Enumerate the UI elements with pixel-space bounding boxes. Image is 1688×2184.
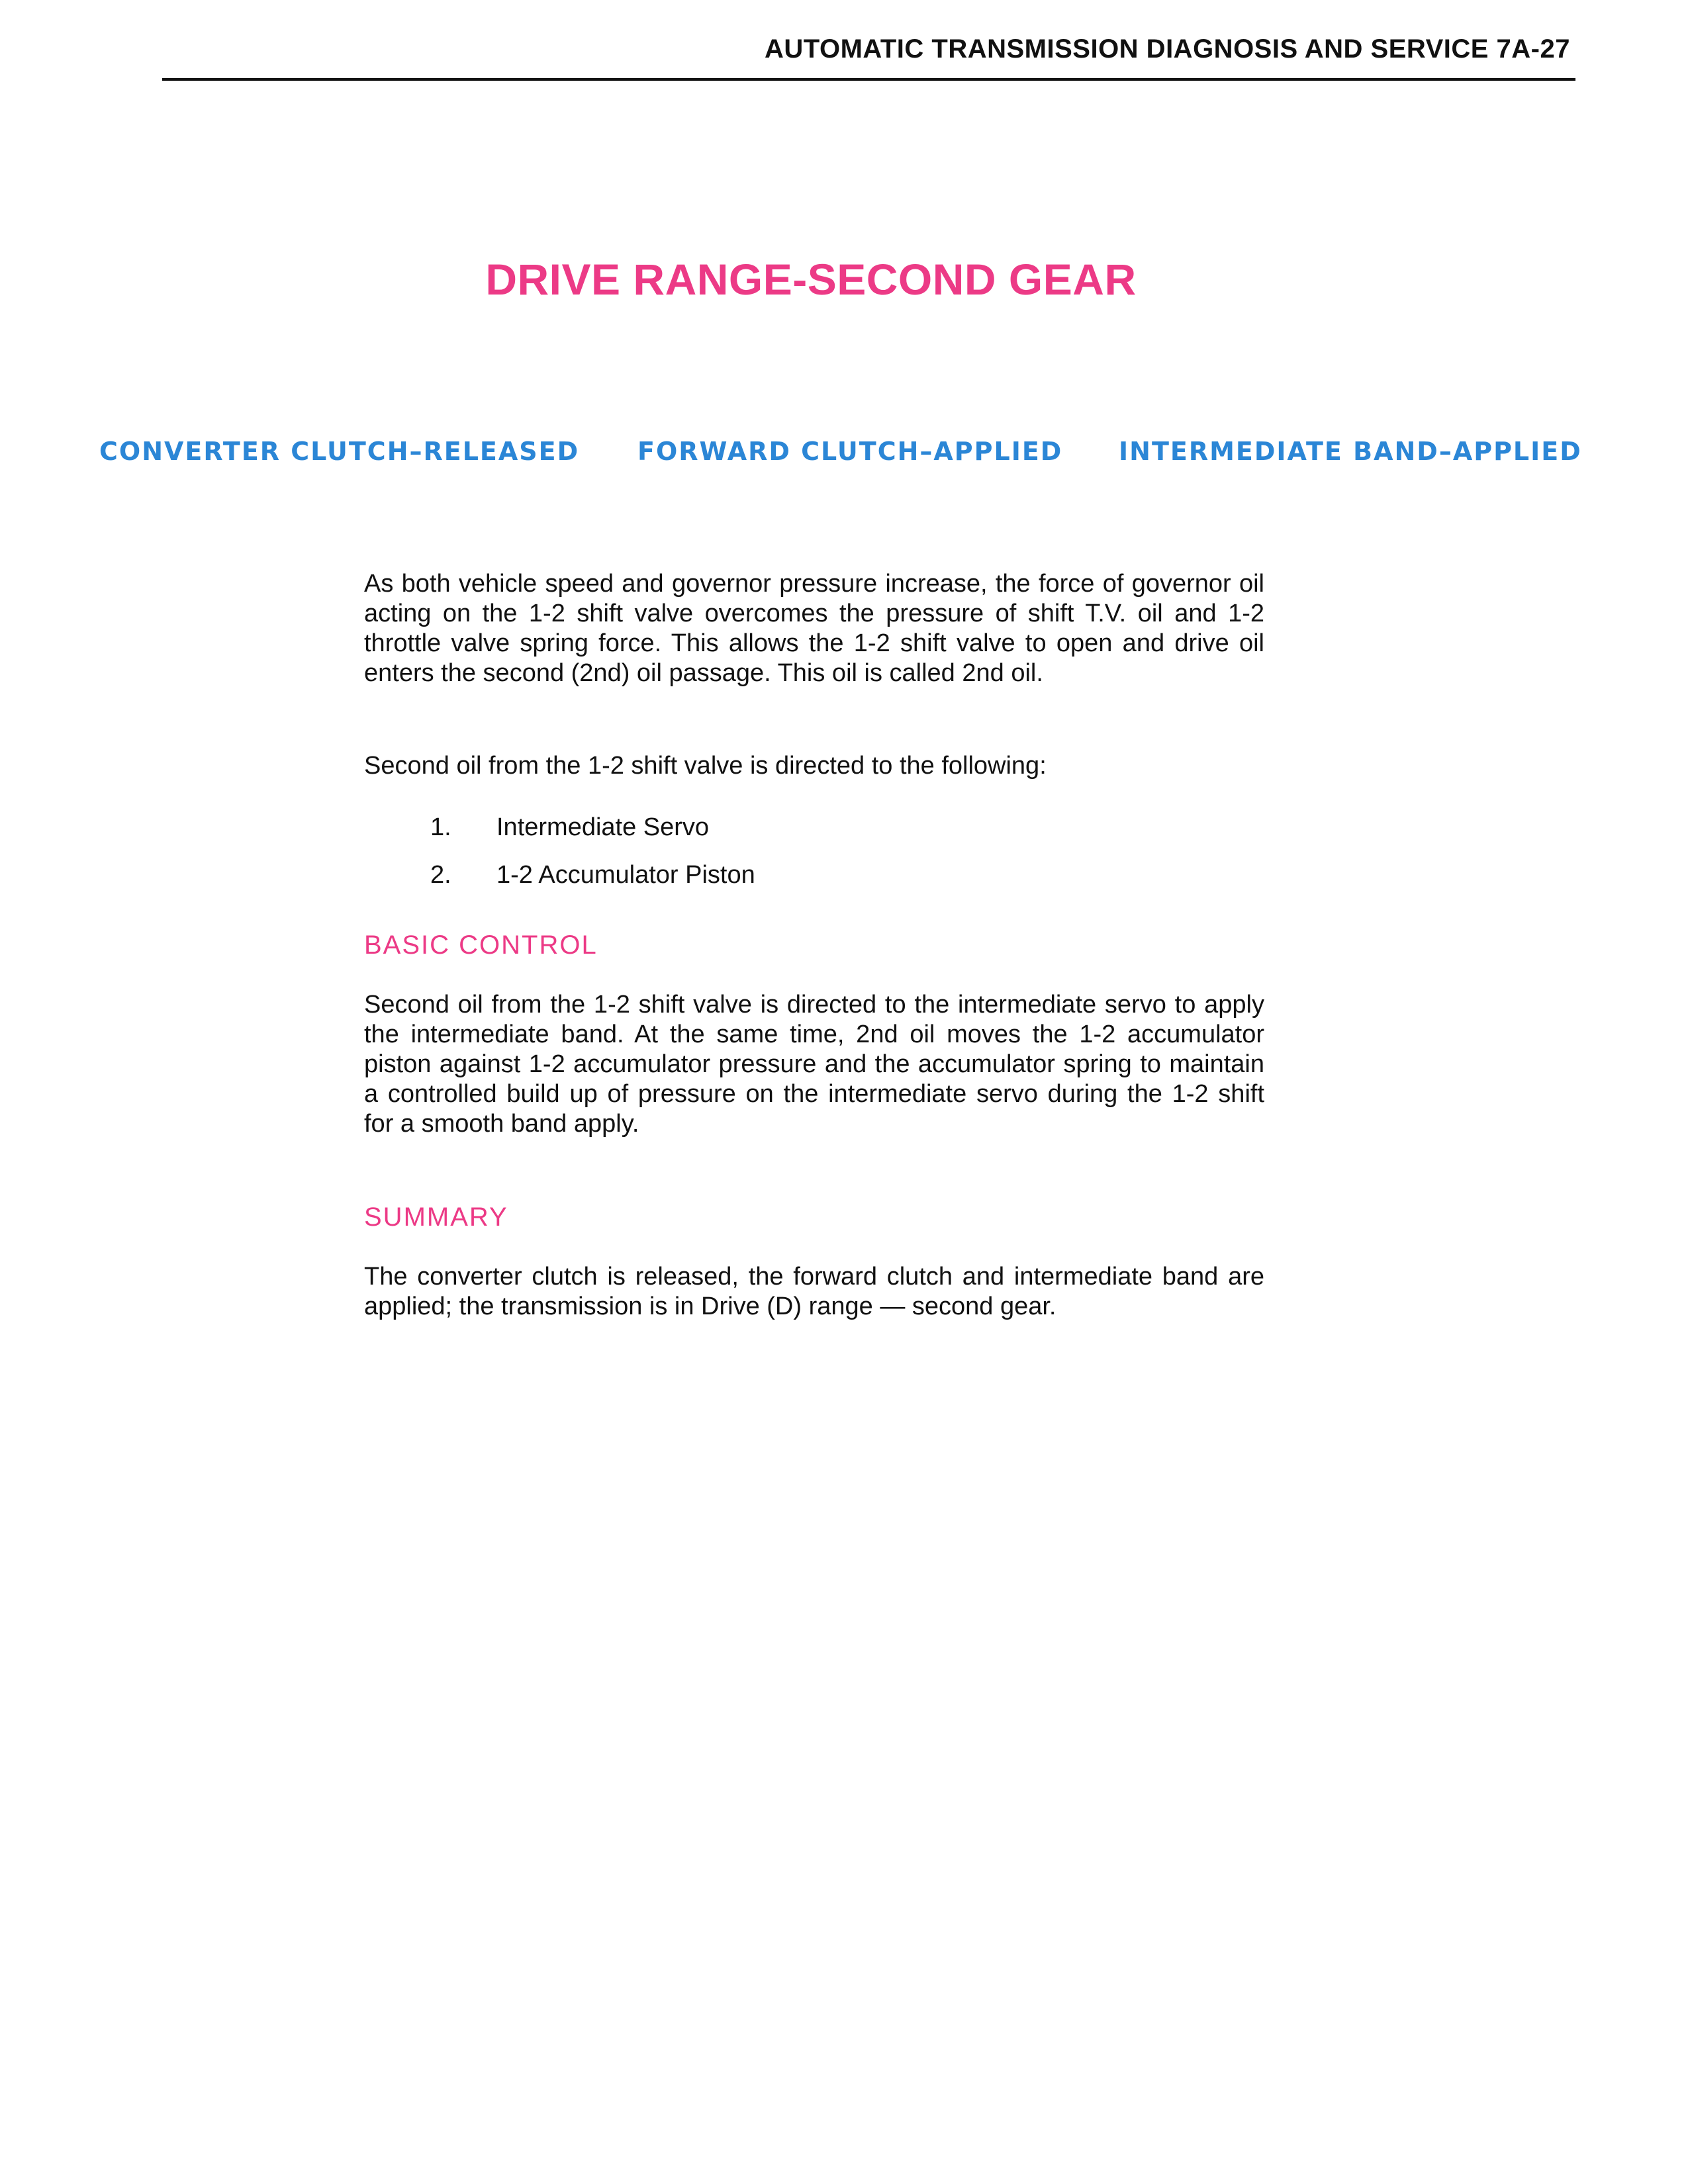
status-forward-clutch: FORWARD CLUTCH–APPLIED xyxy=(637,437,1063,466)
list-item-number: 2. xyxy=(430,861,451,889)
summary-paragraph: The converter clutch is released, the forward clutch and intermediate band are applied; the transmission is in Drive (D) range — second gear. xyxy=(364,1263,1264,1320)
list-item xyxy=(364,860,1264,890)
basic-control-paragraph: Second oil from the 1-2 shift valve is directed to the intermediate servo to apply the intermediate band. At the same time, 2nd oil moves the 1-2 accumulator piston against 1-2 accumulator pressure and the accumulator spring to maintain a controlled build up of pressure on the intermediate servo during the 1-2 shift for a smooth band apply. xyxy=(364,991,1264,1138)
summary-heading: SUMMARY xyxy=(364,1203,508,1232)
running-title: AUTOMATIC TRANSMISSION DIAGNOSIS AND SERVICE 7A-27 xyxy=(765,34,1570,64)
second-oil-paragraph: Second oil from the 1-2 shift valve is directed to the following: xyxy=(364,752,1047,780)
basic-control-heading: BASIC CONTROL xyxy=(364,931,598,960)
page-header xyxy=(162,34,1575,81)
status-converter-clutch: CONVERTER CLUTCH–RELEASED xyxy=(99,437,580,466)
status-intermediate-band: INTERMEDIATE BAND–APPLIED xyxy=(1119,437,1582,466)
page-title: DRIVE RANGE-SECOND GEAR xyxy=(485,255,1137,304)
list-item-label: 1-2 Accumulator Piston xyxy=(496,861,755,889)
list-item-label: Intermediate Servo xyxy=(496,813,710,841)
list-item-number: 1. xyxy=(430,813,451,841)
list-item xyxy=(364,813,1264,842)
second-oil-list xyxy=(364,813,1264,890)
body-content xyxy=(364,569,1264,1322)
intro-paragraph: As both vehicle speed and governor pressure increase, the force of governor oil acting on the 1-2 shift valve overcomes the pressure of shift T.V. oil and 1-2 throttle valve spring force. This allows the 1-2 shift valve to open and drive oil enters the second (2nd) oil passage. This oil is called 2nd oil. xyxy=(364,570,1264,687)
